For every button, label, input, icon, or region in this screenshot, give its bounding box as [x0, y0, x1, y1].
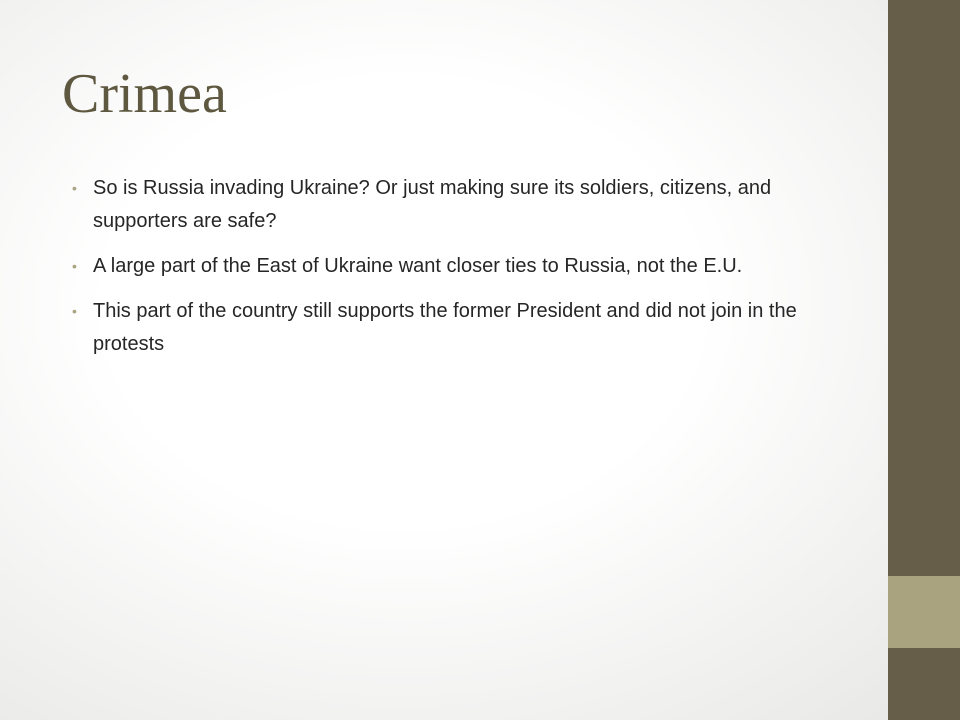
decorative-side-accent [888, 576, 960, 648]
bullet-item [72, 172, 832, 238]
slide-title: Crimea [62, 63, 227, 125]
bullet-item [72, 250, 832, 283]
bullet-text: A large part of the East of Ukraine want closer ties to Russia, not the E.U. [93, 255, 743, 277]
bullet-dot-icon: • [72, 303, 77, 319]
bullet-list [72, 172, 832, 373]
bullet-dot-icon: • [72, 258, 77, 274]
bullet-text: This part of the country still supports the former President and did not join in the protests [93, 300, 797, 355]
bullet-text: So is Russia invading Ukraine? Or just making sure its soldiers, citizens, and supporters are safe? [93, 177, 772, 232]
bullet-item [72, 295, 832, 361]
bullet-dot-icon: • [72, 180, 77, 196]
